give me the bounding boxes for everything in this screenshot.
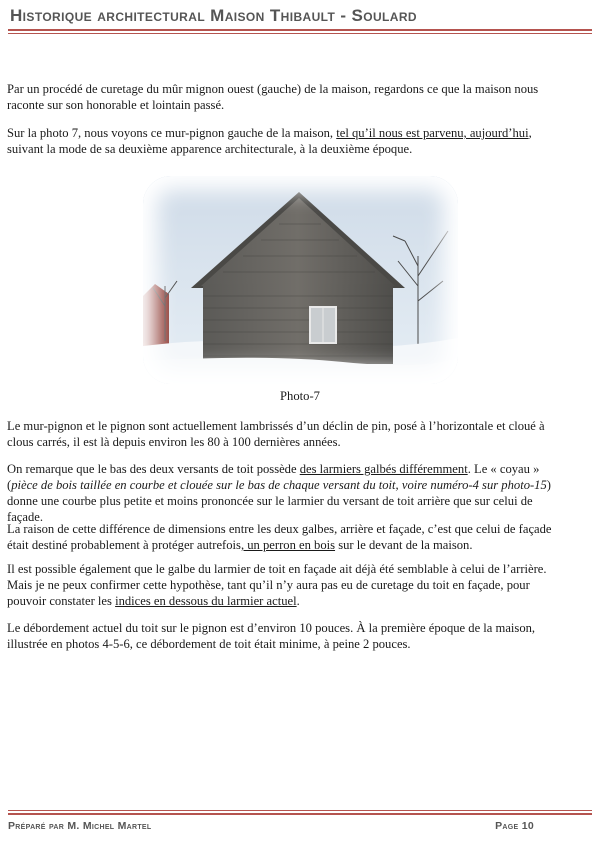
paragraph-4: On remarque que le bas des deux versants de toit possède des larmiers galbés différemment. Le « coyau » (pièce de bois taillée en courbe et clouée sur le bas de chaque versant du toit, voire numéro-4 sur photo-15) donne une courbe plus petite et moins prononcée sur le larmier du versant de toit arrière que sur celui de façade.	[7, 462, 551, 524]
underlined-phrase: des larmiers galbés différemment	[299, 462, 468, 476]
footer-rule-thin	[8, 810, 592, 811]
paragraph-6: Il est possible également que le galbe du larmier de toit en façade ait déjà été semblable à celui de l’arrière. Mais je ne peux confirmer cette hypothèse, tant qu’il n’y aura pas eu de curetage du toit en façade, pour pouvoir constater les indices en dessous du larmier actuel.	[7, 562, 547, 608]
paragraph-1: Par un procédé de curetage du mûr mignon ouest (gauche) de la maison, regardons ce que la maison nous raconte sur son honorable et lointain passé.	[7, 82, 539, 112]
underlined-phrase: tel qu’il nous est parvenu, aujourd’hui	[336, 126, 529, 140]
photo-caption: Photo-7	[280, 389, 320, 403]
house-gable-photo	[143, 176, 458, 384]
page-header-title: Historique architectural Maison Thibault - Soulard	[10, 6, 417, 25]
paragraph-2: Sur la photo 7, nous voyons ce mur-pignon gauche de la maison, tel qu’il nous est parvenu, aujourd’hui, suivant la mode de sa deuxième apparence architecturale, à la deuxième époque.	[7, 126, 532, 156]
paragraph-7: Le débordement actuel du toit sur le pignon est d’environ 10 pouces. À la première époque de la maison, illustrée en photos 4-5-6, ce débordement de toit était minime, à peine 2 pouces.	[7, 621, 536, 651]
header-rule	[8, 29, 592, 31]
footer-author: Préparé par M. Michel Martel	[8, 820, 152, 832]
paragraph-5: La raison de cette différence de dimensions entre les deux galbes, arrière et façade, c’est que celui de façade était destiné probablement à protéger autrefois, un perron en bois sur le devant de la maison.	[7, 522, 552, 552]
footer-page-number: Page 10	[495, 820, 534, 832]
footer-rule	[8, 813, 592, 815]
underlined-phrase: indices en dessous du larmier actuel	[115, 594, 297, 608]
paragraph-3: Le mur-pignon et le pignon sont actuellement lambrissés d’un déclin de pin, posé à l’horizontale et cloué à clous carrés, il est là depuis environ les 80 à 100 dernières années.	[7, 419, 545, 449]
underlined-phrase: , un perron en bois	[240, 538, 336, 552]
header-rule-thin	[8, 33, 592, 34]
